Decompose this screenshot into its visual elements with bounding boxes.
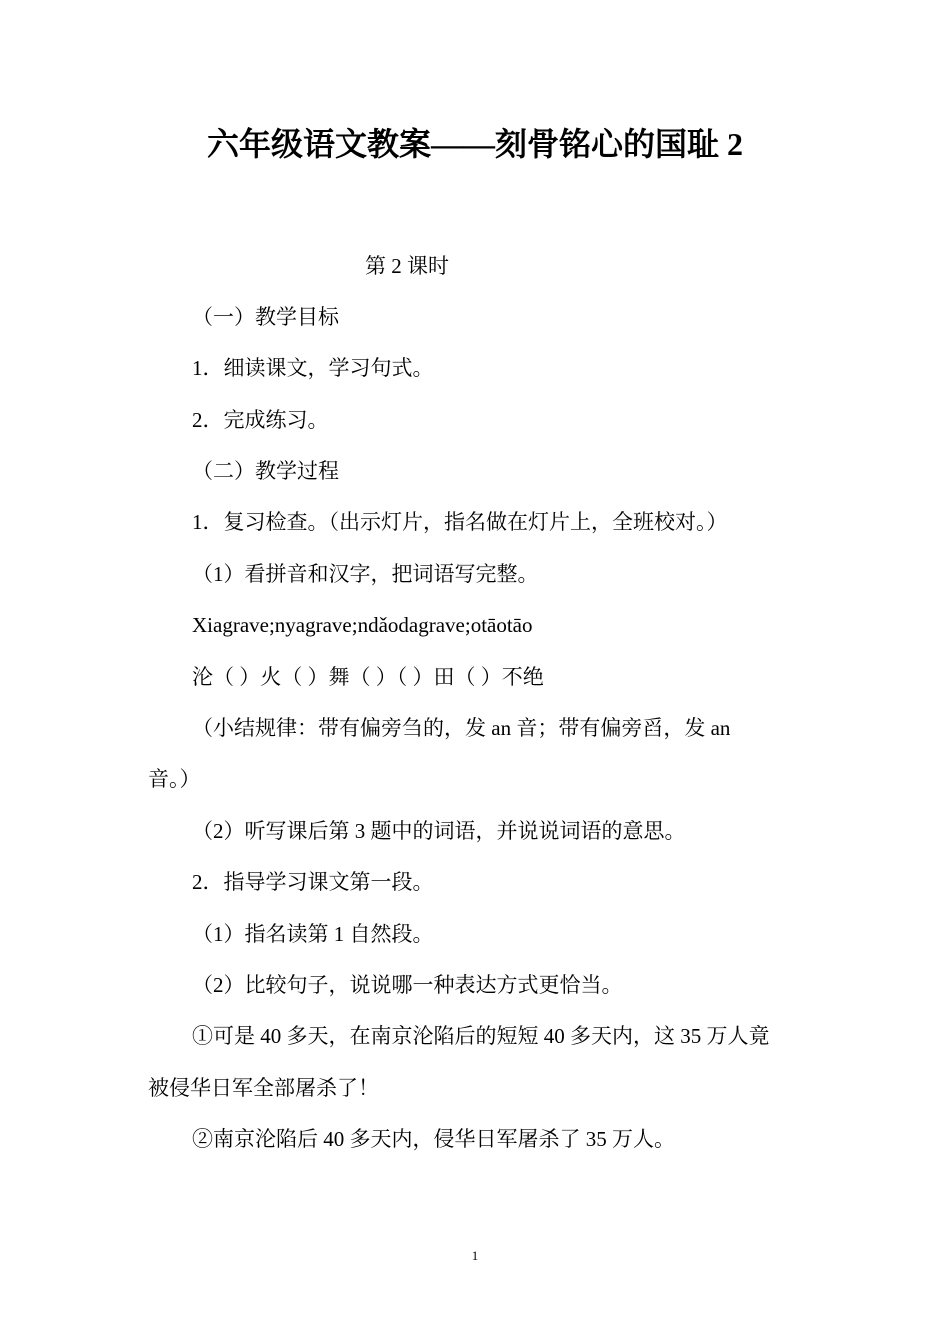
process-substep-1-2: （2）听写课后第 3 题中的词语，并说说词语的意思。 — [192, 819, 686, 843]
compare-sentence-2: ②南京沦陷后 40 多天内，侵华日军屠杀了 35 万人。 — [192, 1127, 675, 1151]
compare-sentence-1-line-2: 被侵华日军全部屠杀了！ — [148, 1076, 379, 1100]
objective-item-2: 2．完成练习。 — [192, 408, 329, 432]
process-substep-1-1: （1）看拼音和汉字，把词语写完整。 — [192, 562, 539, 586]
process-step-1: 1．复习检查。（出示灯片，指名做在灯片上，全班校对。） — [192, 510, 728, 534]
process-step-2: 2．指导学习课文第一段。 — [192, 870, 434, 894]
section-heading-objectives: （一）教学目标 — [192, 305, 339, 329]
document-title: 六年级语文教案——刻骨铭心的国耻 2 — [206, 126, 743, 162]
pinyin-line: Xiagrave;nyagrave;ndǎodagrave;otāotāo — [192, 613, 533, 637]
process-substep-2-2: （2）比较句子，说说哪一种表达方式更恰当。 — [192, 973, 623, 997]
objective-item-1: 1．细读课文，学习句式。 — [192, 356, 434, 380]
compare-sentence-1-line-1: ①可是 40 多天，在南京沦陷后的短短 40 多天内，这 35 万人竟 — [192, 1024, 770, 1048]
fill-in-words-line: 沦（ ）火（ ）舞（ ）（ ）田（ ）不绝 — [192, 665, 544, 689]
page-number: 1 — [471, 1248, 479, 1263]
process-substep-2-1: （1）指名读第 1 自然段。 — [192, 922, 434, 946]
summary-rule-line-1: （小结规律：带有偏旁刍的，发 an 音；带有偏旁舀，发 an — [192, 716, 731, 740]
lesson-period-heading: 第 2 课时 — [365, 254, 449, 278]
section-heading-process: （二）教学过程 — [192, 459, 339, 483]
summary-rule-line-2: 音。） — [148, 767, 201, 791]
